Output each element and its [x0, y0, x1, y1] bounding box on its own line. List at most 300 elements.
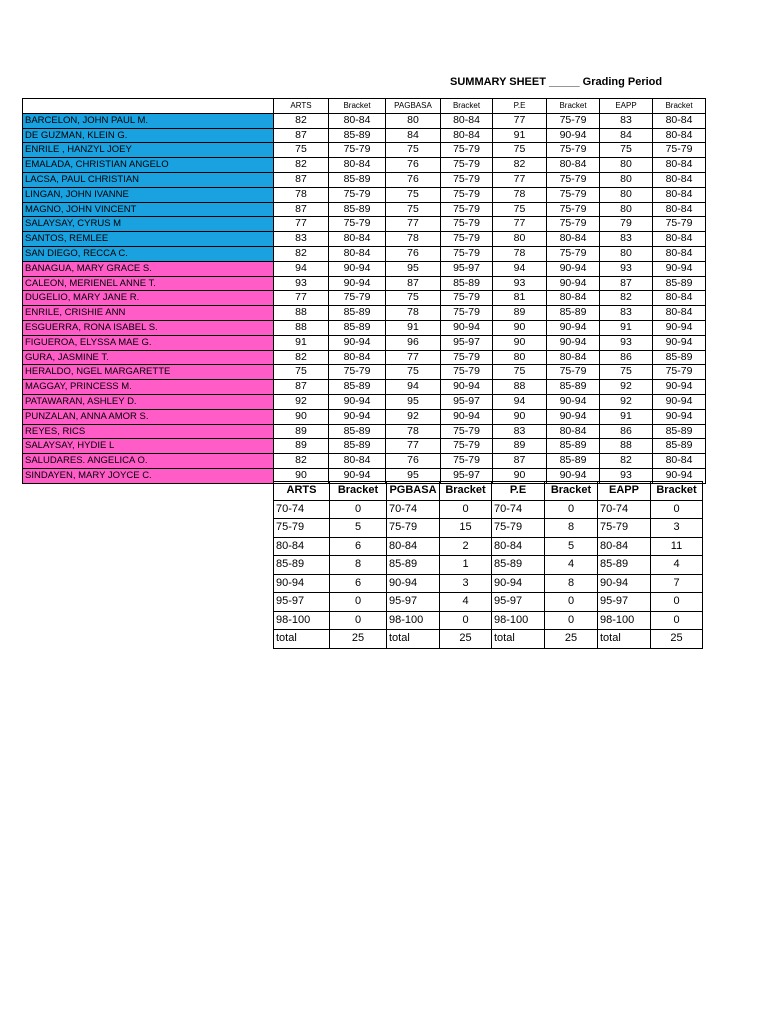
- bracket-count-arts: 0: [330, 593, 387, 612]
- grade-cell-arts: 88: [274, 306, 329, 321]
- column-header: Bracket: [441, 99, 493, 114]
- grade-cell-eapp: 91: [600, 409, 653, 424]
- grade-cell-pagbasa-bracket: 75-79: [441, 306, 493, 321]
- grade-cell-arts-bracket: 85-89: [329, 439, 386, 454]
- grade-cell-eapp: 91: [600, 320, 653, 335]
- student-row: [23, 335, 706, 350]
- grade-cell-eapp: 86: [600, 350, 653, 365]
- grade-cell-eapp: 79: [600, 217, 653, 232]
- grade-cell-eapp-bracket: 80-84: [653, 128, 706, 143]
- bracket-label-cell: 75-79: [274, 519, 330, 538]
- grade-cell-arts: 75: [274, 365, 329, 380]
- student-row: [23, 246, 706, 261]
- grade-cell-arts-bracket: 85-89: [329, 380, 386, 395]
- grade-cell-pe-bracket: 90-94: [547, 128, 600, 143]
- grade-cell-arts-bracket: 75-79: [329, 217, 386, 232]
- grade-cell-pe-bracket: 75-79: [547, 143, 600, 158]
- bracket-count-pe: 0: [545, 611, 598, 630]
- bracket-count-pagbasa: 25: [440, 630, 492, 649]
- student-row: [23, 217, 706, 232]
- bracket-count-arts: 25: [330, 630, 387, 649]
- grade-cell-pe-bracket: 90-94: [547, 276, 600, 291]
- bracket-label-cell: 98-100: [387, 611, 440, 630]
- grade-cell-pe: 75: [493, 365, 547, 380]
- bracket-count-arts: 0: [330, 611, 387, 630]
- grade-cell-eapp-bracket: 90-94: [653, 468, 706, 483]
- grade-cell-eapp: 83: [600, 113, 653, 128]
- grade-cell-pagbasa: 78: [386, 232, 441, 247]
- grade-cell-pe-bracket: 85-89: [547, 306, 600, 321]
- grade-cell-pagbasa: 95: [386, 261, 441, 276]
- grade-cell-pe-bracket: 85-89: [547, 380, 600, 395]
- grade-cell-eapp: 75: [600, 143, 653, 158]
- grade-cell-pe: 77: [493, 217, 547, 232]
- grade-cell-pagbasa: 77: [386, 439, 441, 454]
- grade-cell-arts-bracket: 80-84: [329, 232, 386, 247]
- bracket-label-cell: 70-74: [492, 500, 545, 519]
- grade-cell-eapp: 83: [600, 232, 653, 247]
- grade-cell-pagbasa: 95: [386, 468, 441, 483]
- bracket-count-arts: 6: [330, 574, 387, 593]
- bracket-count-pe: 8: [545, 574, 598, 593]
- grade-cell-pe-bracket: 80-84: [547, 424, 600, 439]
- bracket-label-cell: 80-84: [598, 537, 651, 556]
- summary-body: [274, 500, 703, 648]
- summary-column-header: Bracket: [545, 482, 598, 501]
- grade-cell-eapp-bracket: 80-84: [653, 246, 706, 261]
- grade-cell-pagbasa: 94: [386, 380, 441, 395]
- student-row: [23, 113, 706, 128]
- grade-cell-pagbasa: 80: [386, 113, 441, 128]
- grade-cell-arts: 91: [274, 335, 329, 350]
- grade-cell-arts-bracket: 90-94: [329, 261, 386, 276]
- bracket-count-pagbasa: 15: [440, 519, 492, 538]
- grade-cell-pagbasa: 95: [386, 394, 441, 409]
- grade-cell-arts: 82: [274, 113, 329, 128]
- student-row: [23, 306, 706, 321]
- summary-row: [274, 519, 703, 538]
- grade-cell-pe: 78: [493, 246, 547, 261]
- name-column-header: [23, 99, 274, 114]
- bracket-count-arts: 5: [330, 519, 387, 538]
- bracket-summary-table: [273, 481, 703, 649]
- grade-cell-eapp-bracket: 80-84: [653, 202, 706, 217]
- grade-cell-pe-bracket: 75-79: [547, 365, 600, 380]
- summary-row: [274, 500, 703, 519]
- bracket-label-cell: 75-79: [492, 519, 545, 538]
- grade-cell-arts-bracket: 90-94: [329, 276, 386, 291]
- grade-cell-pe: 91: [493, 128, 547, 143]
- grade-cell-pagbasa: 76: [386, 172, 441, 187]
- grade-cell-pagbasa: 77: [386, 217, 441, 232]
- grade-cell-eapp-bracket: 90-94: [653, 335, 706, 350]
- grade-cell-eapp: 92: [600, 380, 653, 395]
- bracket-label-cell: 75-79: [598, 519, 651, 538]
- bracket-count-pe: 0: [545, 500, 598, 519]
- grade-cell-eapp: 80: [600, 246, 653, 261]
- grade-cell-pe-bracket: 90-94: [547, 335, 600, 350]
- grade-cell-pe-bracket: 75-79: [547, 113, 600, 128]
- column-header: Bracket: [547, 99, 600, 114]
- bracket-label-cell: 85-89: [492, 556, 545, 575]
- grade-cell-pe-bracket: 90-94: [547, 320, 600, 335]
- grade-cell-pagbasa-bracket: 95-97: [441, 394, 493, 409]
- bracket-label-cell: total: [387, 630, 440, 649]
- grade-cell-eapp-bracket: 85-89: [653, 439, 706, 454]
- grade-cell-pe: 94: [493, 394, 547, 409]
- grade-cell-pe: 80: [493, 350, 547, 365]
- student-row: [23, 158, 706, 173]
- bracket-count-eapp: 4: [651, 556, 703, 575]
- bracket-count-eapp: 3: [651, 519, 703, 538]
- student-name-cell: ENRILE, CRISHIE ANN: [23, 306, 274, 321]
- student-name-cell: PUNZALAN, ANNA AMOR S.: [23, 409, 274, 424]
- grade-cell-pe: 75: [493, 202, 547, 217]
- grade-cell-pagbasa: 84: [386, 128, 441, 143]
- grade-cell-eapp: 93: [600, 261, 653, 276]
- grade-cell-eapp-bracket: 75-79: [653, 143, 706, 158]
- grade-cell-pagbasa: 78: [386, 424, 441, 439]
- bracket-label-cell: total: [598, 630, 651, 649]
- grade-cell-pe-bracket: 85-89: [547, 454, 600, 469]
- grade-cell-arts: 94: [274, 261, 329, 276]
- grade-cell-eapp: 82: [600, 454, 653, 469]
- student-name-cell: SALUDARES. ANGELICA O.: [23, 454, 274, 469]
- bracket-count-eapp: 7: [651, 574, 703, 593]
- bracket-count-pagbasa: 0: [440, 611, 492, 630]
- grade-cell-pagbasa-bracket: 80-84: [441, 113, 493, 128]
- grade-cell-arts-bracket: 85-89: [329, 320, 386, 335]
- column-header: EAPP: [600, 99, 653, 114]
- bracket-count-pe: 5: [545, 537, 598, 556]
- grade-cell-pagbasa: 76: [386, 246, 441, 261]
- student-name-cell: GURA, JASMINE T.: [23, 350, 274, 365]
- grade-cell-arts: 90: [274, 409, 329, 424]
- grade-cell-eapp: 86: [600, 424, 653, 439]
- grades-table: [22, 98, 706, 484]
- student-name-cell: ESGUERRA, RONA ISABEL S.: [23, 320, 274, 335]
- summary-column-header: Bracket: [440, 482, 492, 501]
- grade-cell-eapp-bracket: 80-84: [653, 291, 706, 306]
- grade-cell-pagbasa: 75: [386, 202, 441, 217]
- grade-cell-arts: 88: [274, 320, 329, 335]
- grade-cell-eapp: 92: [600, 394, 653, 409]
- grade-cell-eapp-bracket: 80-84: [653, 172, 706, 187]
- student-row: [23, 187, 706, 202]
- grade-cell-eapp-bracket: 90-94: [653, 320, 706, 335]
- grade-cell-pe: 75: [493, 143, 547, 158]
- bracket-count-pe: 25: [545, 630, 598, 649]
- bracket-label-cell: 85-89: [387, 556, 440, 575]
- grade-cell-pe: 80: [493, 232, 547, 247]
- grade-cell-pagbasa: 76: [386, 454, 441, 469]
- grade-cell-pagbasa: 92: [386, 409, 441, 424]
- grade-cell-arts: 87: [274, 380, 329, 395]
- sheet-title: SUMMARY SHEET _____ Grading Period: [450, 76, 663, 88]
- bracket-count-eapp: 11: [651, 537, 703, 556]
- grade-cell-pagbasa: 76: [386, 158, 441, 173]
- bracket-label-cell: 95-97: [387, 593, 440, 612]
- summary-header-row: [274, 482, 703, 501]
- grade-cell-eapp-bracket: 80-84: [653, 113, 706, 128]
- bracket-count-pagbasa: 0: [440, 500, 492, 519]
- grade-cell-eapp-bracket: 80-84: [653, 187, 706, 202]
- grade-cell-eapp: 83: [600, 306, 653, 321]
- bracket-count-eapp: 25: [651, 630, 703, 649]
- grade-cell-pagbasa-bracket: 90-94: [441, 320, 493, 335]
- summary-column-header: PGBASA: [387, 482, 440, 501]
- grade-cell-pe-bracket: 80-84: [547, 158, 600, 173]
- bracket-count-eapp: 0: [651, 593, 703, 612]
- student-name-cell: FIGUEROA, ELYSSA MAE G.: [23, 335, 274, 350]
- summary-row: [274, 574, 703, 593]
- grade-cell-arts: 82: [274, 158, 329, 173]
- grade-cell-arts: 78: [274, 187, 329, 202]
- student-row: [23, 232, 706, 247]
- student-name-cell: CALEON, MERIENEL ANNE T.: [23, 276, 274, 291]
- summary-row: [274, 611, 703, 630]
- column-header: PAGBASA: [386, 99, 441, 114]
- summary-row: [274, 593, 703, 612]
- grade-cell-pe: 77: [493, 172, 547, 187]
- grade-cell-pagbasa-bracket: 75-79: [441, 424, 493, 439]
- bracket-label-cell: 95-97: [492, 593, 545, 612]
- grade-cell-arts: 82: [274, 454, 329, 469]
- student-name-cell: MAGGAY, PRINCESS M.: [23, 380, 274, 395]
- grade-cell-eapp-bracket: 85-89: [653, 424, 706, 439]
- student-name-cell: DUGELIO, MARY JANE R.: [23, 291, 274, 306]
- student-row: [23, 380, 706, 395]
- grade-cell-arts-bracket: 80-84: [329, 454, 386, 469]
- grade-cell-arts: 77: [274, 217, 329, 232]
- grade-cell-eapp: 80: [600, 202, 653, 217]
- grade-cell-pagbasa-bracket: 95-97: [441, 335, 493, 350]
- bracket-label-cell: 90-94: [598, 574, 651, 593]
- grade-cell-arts-bracket: 85-89: [329, 306, 386, 321]
- grade-cell-pe-bracket: 90-94: [547, 409, 600, 424]
- grade-cell-pe: 89: [493, 306, 547, 321]
- grade-cell-eapp-bracket: 85-89: [653, 276, 706, 291]
- student-row: [23, 439, 706, 454]
- grade-cell-arts: 89: [274, 439, 329, 454]
- grade-cell-pe: 83: [493, 424, 547, 439]
- grade-cell-pagbasa-bracket: 75-79: [441, 172, 493, 187]
- grade-cell-pagbasa-bracket: 75-79: [441, 232, 493, 247]
- grade-cell-pe: 90: [493, 320, 547, 335]
- student-name-cell: LACSA, PAUL CHRISTIAN: [23, 172, 274, 187]
- grade-cell-pe-bracket: 80-84: [547, 291, 600, 306]
- grade-cell-pe: 78: [493, 187, 547, 202]
- bracket-count-eapp: 0: [651, 500, 703, 519]
- bracket-label-cell: 85-89: [598, 556, 651, 575]
- summary-row: [274, 556, 703, 575]
- grade-cell-arts: 92: [274, 394, 329, 409]
- grade-cell-pe: 88: [493, 380, 547, 395]
- summary-column-header: Bracket: [651, 482, 703, 501]
- grade-cell-pe: 82: [493, 158, 547, 173]
- grade-cell-pagbasa-bracket: 75-79: [441, 158, 493, 173]
- student-name-cell: SANTOS, REMLEE: [23, 232, 274, 247]
- summary-column-header: EAPP: [598, 482, 651, 501]
- grade-cell-eapp: 88: [600, 439, 653, 454]
- grade-cell-pagbasa-bracket: 75-79: [441, 202, 493, 217]
- bracket-label-cell: total: [492, 630, 545, 649]
- grade-cell-pe-bracket: 90-94: [547, 261, 600, 276]
- bracket-label-cell: 95-97: [598, 593, 651, 612]
- student-row: [23, 128, 706, 143]
- grade-cell-pagbasa-bracket: 75-79: [441, 217, 493, 232]
- grade-cell-pagbasa-bracket: 95-97: [441, 468, 493, 483]
- grade-cell-eapp-bracket: 80-84: [653, 232, 706, 247]
- grade-cell-arts-bracket: 85-89: [329, 424, 386, 439]
- bracket-label-cell: 90-94: [492, 574, 545, 593]
- student-name-cell: MAGNO, JOHN VINCENT: [23, 202, 274, 217]
- bracket-count-pagbasa: 4: [440, 593, 492, 612]
- grade-cell-eapp-bracket: 80-84: [653, 158, 706, 173]
- column-header: Bracket: [329, 99, 386, 114]
- bracket-label-cell: 80-84: [387, 537, 440, 556]
- student-row: [23, 172, 706, 187]
- grade-cell-eapp-bracket: 90-94: [653, 394, 706, 409]
- student-name-cell: EMALADA, CHRISTIAN ANGELO: [23, 158, 274, 173]
- grade-cell-pagbasa-bracket: 90-94: [441, 380, 493, 395]
- summary-column-header: ARTS: [274, 482, 330, 501]
- bracket-label-cell: 70-74: [274, 500, 330, 519]
- student-row: [23, 202, 706, 217]
- bracket-count-arts: 0: [330, 500, 387, 519]
- grade-cell-eapp: 75: [600, 365, 653, 380]
- grade-cell-pagbasa: 75: [386, 365, 441, 380]
- grade-cell-pe-bracket: 75-79: [547, 202, 600, 217]
- bracket-label-cell: 95-97: [274, 593, 330, 612]
- grade-cell-pagbasa-bracket: 75-79: [441, 187, 493, 202]
- bracket-label-cell: 98-100: [598, 611, 651, 630]
- grade-cell-pe: 90: [493, 335, 547, 350]
- summary-row: [274, 630, 703, 649]
- grade-cell-pe: 81: [493, 291, 547, 306]
- grade-cell-arts-bracket: 85-89: [329, 172, 386, 187]
- grade-cell-eapp: 80: [600, 187, 653, 202]
- grade-cell-arts-bracket: 85-89: [329, 202, 386, 217]
- grade-cell-pagbasa-bracket: 75-79: [441, 454, 493, 469]
- bracket-label-cell: 98-100: [492, 611, 545, 630]
- student-name-cell: BANAGUA, MARY GRACE S.: [23, 261, 274, 276]
- grade-cell-pe-bracket: 75-79: [547, 246, 600, 261]
- bracket-count-pe: 4: [545, 556, 598, 575]
- bracket-label-cell: 90-94: [274, 574, 330, 593]
- grade-cell-arts: 90: [274, 468, 329, 483]
- grade-cell-pe-bracket: 80-84: [547, 232, 600, 247]
- grade-cell-pagbasa: 75: [386, 187, 441, 202]
- grade-cell-pagbasa-bracket: 75-79: [441, 365, 493, 380]
- grade-cell-pagbasa-bracket: 75-79: [441, 143, 493, 158]
- grade-cell-arts: 89: [274, 424, 329, 439]
- student-row: [23, 454, 706, 469]
- grade-cell-eapp: 87: [600, 276, 653, 291]
- grade-cell-pagbasa: 78: [386, 306, 441, 321]
- summary-column-header: P.E: [492, 482, 545, 501]
- grade-cell-pagbasa: 75: [386, 143, 441, 158]
- student-row: [23, 276, 706, 291]
- grade-cell-eapp-bracket: 90-94: [653, 380, 706, 395]
- grade-cell-pagbasa: 91: [386, 320, 441, 335]
- grade-cell-pagbasa-bracket: 75-79: [441, 291, 493, 306]
- grade-cell-arts-bracket: 85-89: [329, 128, 386, 143]
- student-name-cell: BARCELON, JOHN PAUL M.: [23, 113, 274, 128]
- student-name-cell: HERALDO, NGEL MARGARETTE: [23, 365, 274, 380]
- grades-header-row: [23, 99, 706, 114]
- student-name-cell: SALAYSAY, HYDIE L: [23, 439, 274, 454]
- student-row: [23, 409, 706, 424]
- grade-cell-pe-bracket: 75-79: [547, 187, 600, 202]
- grade-cell-pe-bracket: 80-84: [547, 350, 600, 365]
- grade-cell-pe: 93: [493, 276, 547, 291]
- grade-cell-pe: 90: [493, 468, 547, 483]
- student-row: [23, 394, 706, 409]
- student-row: [23, 350, 706, 365]
- bracket-label-cell: 85-89: [274, 556, 330, 575]
- grade-cell-eapp-bracket: 90-94: [653, 261, 706, 276]
- bracket-count-pe: 8: [545, 519, 598, 538]
- grade-cell-pagbasa-bracket: 90-94: [441, 409, 493, 424]
- grade-cell-arts: 83: [274, 232, 329, 247]
- student-name-cell: SAN DIEGO, RECCA C.: [23, 246, 274, 261]
- grade-cell-pagbasa: 87: [386, 276, 441, 291]
- grade-cell-arts: 87: [274, 202, 329, 217]
- grade-cell-eapp-bracket: 80-84: [653, 454, 706, 469]
- bracket-count-arts: 8: [330, 556, 387, 575]
- grade-cell-eapp: 80: [600, 158, 653, 173]
- column-header: P.E: [493, 99, 547, 114]
- bracket-count-pe: 0: [545, 593, 598, 612]
- grade-cell-arts-bracket: 75-79: [329, 143, 386, 158]
- bracket-label-cell: 70-74: [387, 500, 440, 519]
- grade-cell-pe: 94: [493, 261, 547, 276]
- grade-cell-pe: 90: [493, 409, 547, 424]
- student-name-cell: REYES, RICS: [23, 424, 274, 439]
- grade-cell-eapp: 80: [600, 172, 653, 187]
- bracket-count-eapp: 0: [651, 611, 703, 630]
- grade-cell-arts-bracket: 75-79: [329, 291, 386, 306]
- grade-cell-arts: 82: [274, 350, 329, 365]
- grade-cell-pagbasa: 77: [386, 350, 441, 365]
- bracket-label-cell: 80-84: [274, 537, 330, 556]
- grade-cell-arts: 93: [274, 276, 329, 291]
- bracket-count-pagbasa: 3: [440, 574, 492, 593]
- student-row: [23, 424, 706, 439]
- student-row: [23, 291, 706, 306]
- grade-cell-arts-bracket: 90-94: [329, 409, 386, 424]
- student-name-cell: DE GUZMAN, KLEIN G.: [23, 128, 274, 143]
- student-name-cell: LINGAN, JOHN IVANNE: [23, 187, 274, 202]
- bracket-count-pagbasa: 2: [440, 537, 492, 556]
- column-header: ARTS: [274, 99, 329, 114]
- student-row: [23, 365, 706, 380]
- grade-cell-pe-bracket: 85-89: [547, 439, 600, 454]
- grade-cell-arts: 87: [274, 128, 329, 143]
- student-name-cell: PATAWARAN, ASHLEY D.: [23, 394, 274, 409]
- grade-cell-pe: 77: [493, 113, 547, 128]
- bracket-label-cell: total: [274, 630, 330, 649]
- summary-column-header: Bracket: [330, 482, 387, 501]
- student-name-cell: SINDAYEN, MARY JOYCE C.: [23, 468, 274, 483]
- bracket-label-cell: 70-74: [598, 500, 651, 519]
- grade-cell-eapp-bracket: 85-89: [653, 350, 706, 365]
- grade-cell-arts-bracket: 80-84: [329, 350, 386, 365]
- bracket-label-cell: 90-94: [387, 574, 440, 593]
- grade-cell-arts-bracket: 80-84: [329, 158, 386, 173]
- grade-cell-pagbasa-bracket: 75-79: [441, 350, 493, 365]
